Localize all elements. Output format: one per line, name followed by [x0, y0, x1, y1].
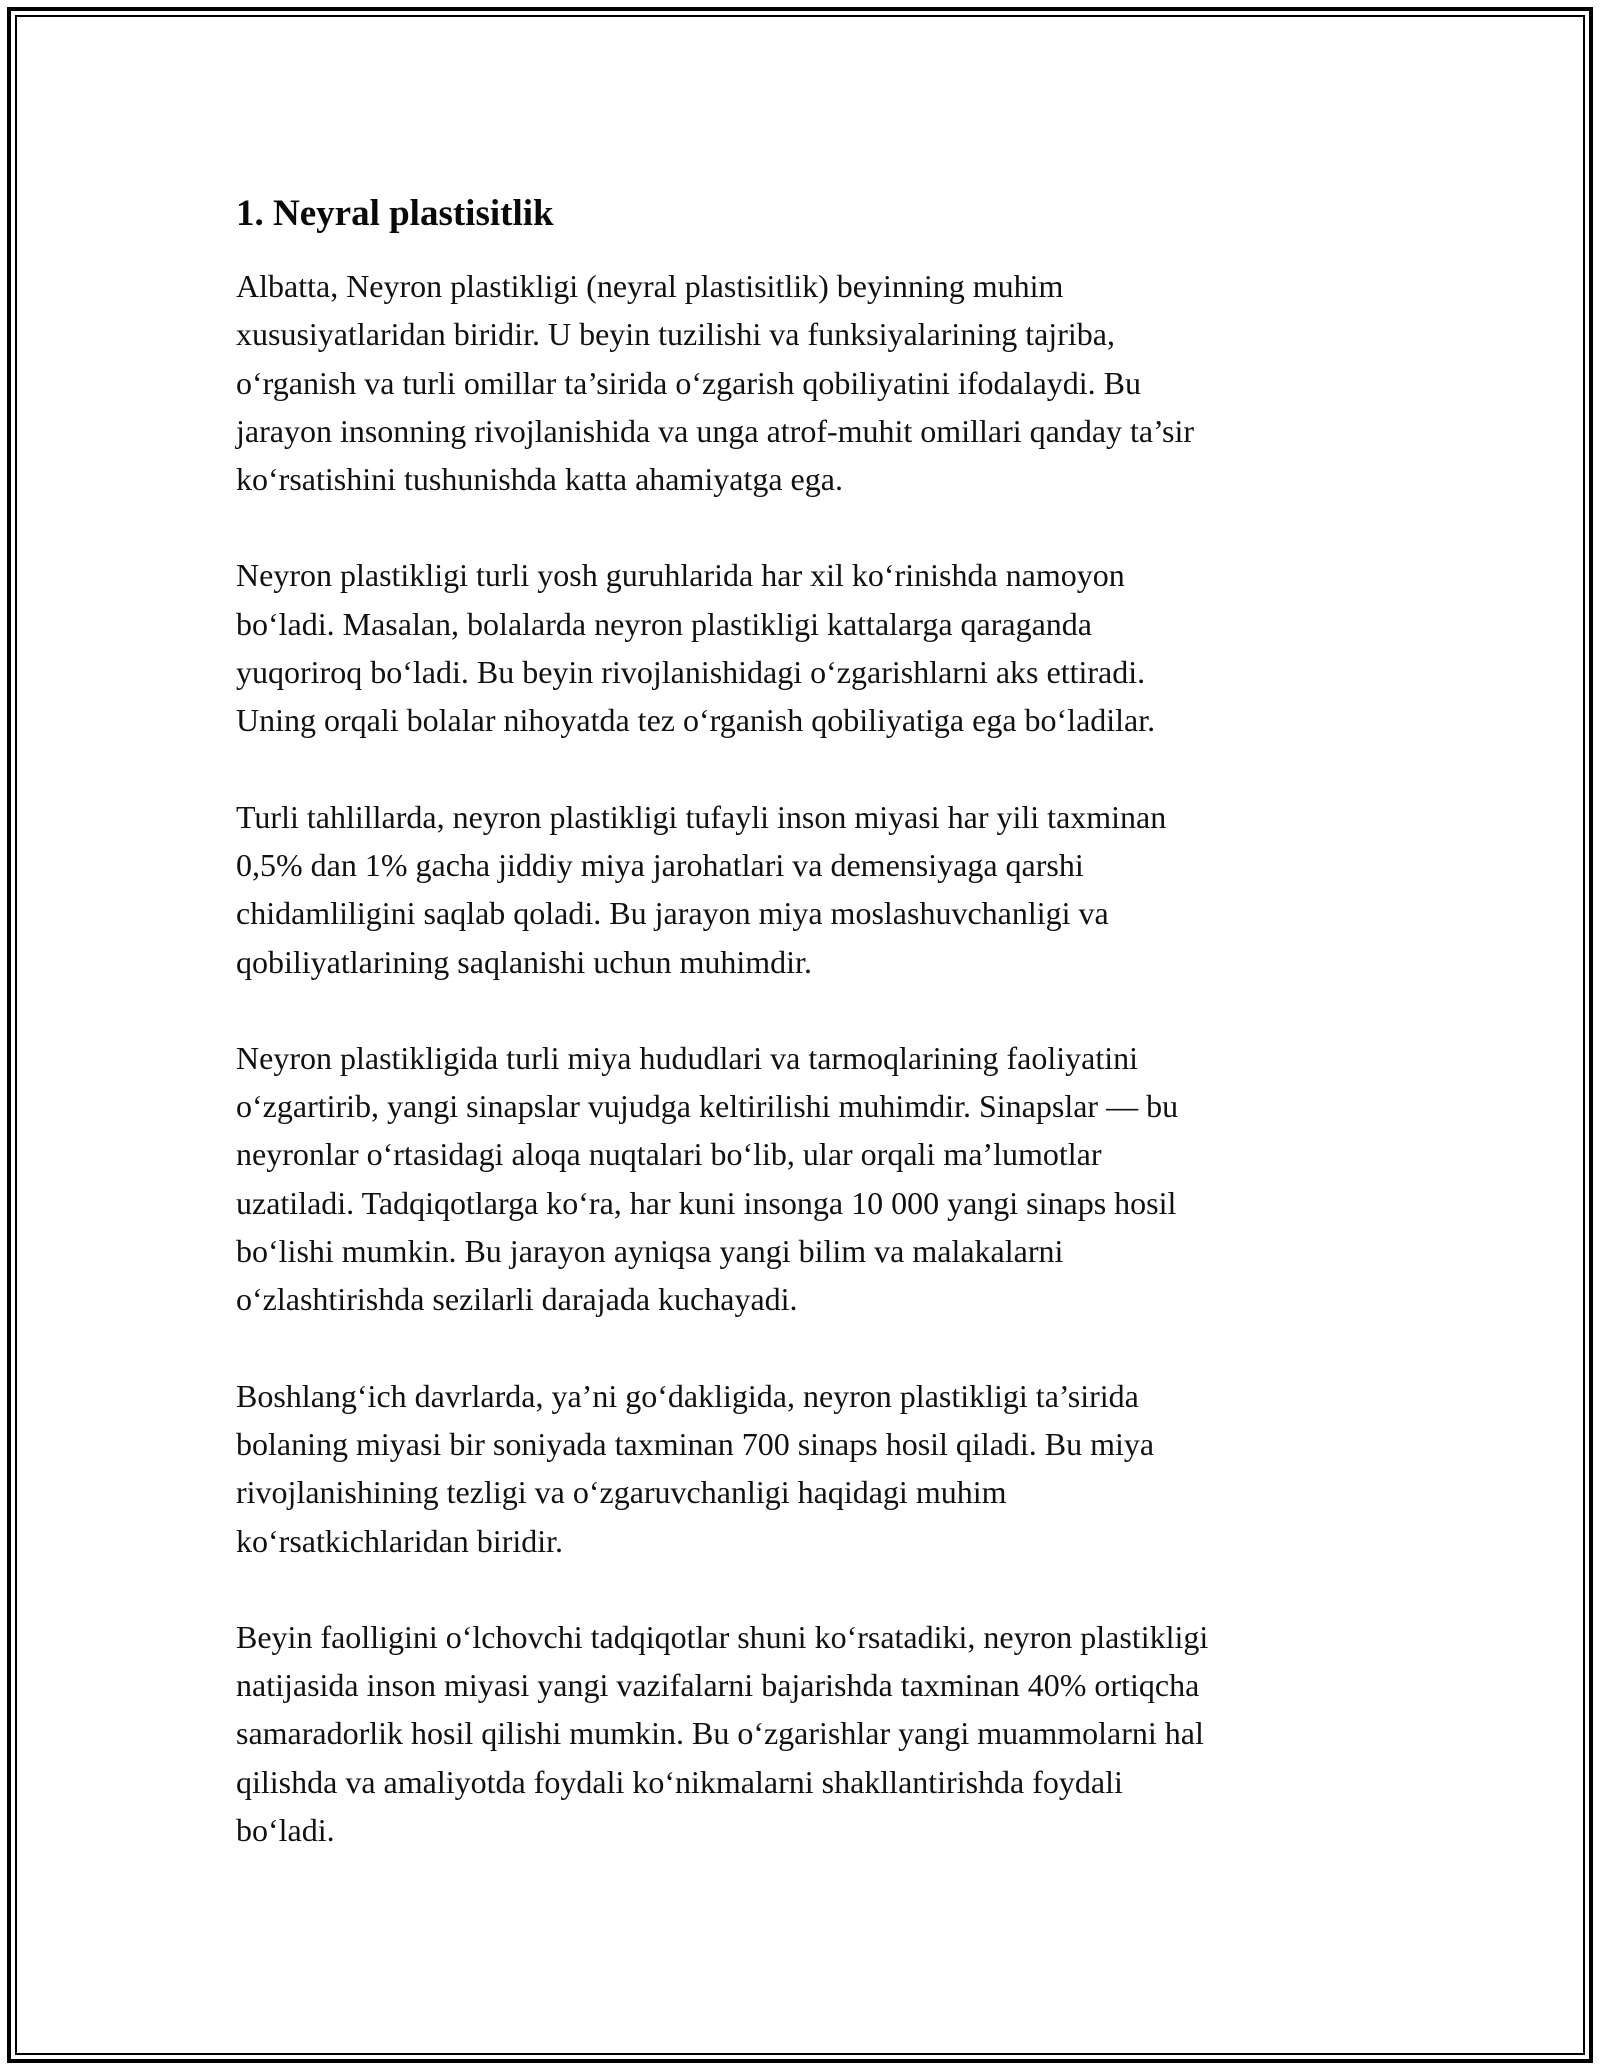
section-heading: 1. Neyral plastisitlik: [236, 193, 554, 234]
paragraph-5: Boshlang‘ich davrlarda, ya’ni go‘dakligida, neyron plastikligi ta’sirida bolaning miyasi bir soniyada taxminan 700 sinaps hosil qiladi. Bu miya rivojlanishining tezligi va o‘zgaruvchanligi haqidagi muhim ko‘rsatkichlaridan biridir.: [236, 1377, 1155, 1559]
document-body: [236, 188, 1386, 1902]
paragraph-2: Neyron plastikligi turli yosh guruhlarida har xil ko‘rinishda namoyon bo‘ladi. Masalan, bolalarda neyron plastikligi kattalarga qaraganda yuqoriroq bo‘ladi. Bu beyin rivojlanishidagi o‘zgarishlarni aks ettiradi. Uning orqali bolalar nihoyatda tez o‘rganish qobiliyatiga ega bo‘ladilar.: [236, 557, 1156, 739]
paragraph-4: Neyron plastikligida turli miya hududlari va tarmoqlarining faoliyatini o‘zgartirib, yangi sinapslar vujudga keltirilishi muhimdir. Sinapslar — bu neyronlar o‘rtasidagi aloqa nuqtalari bo‘lib, ular orqali ma’lumotlar uzatiladi. Tadqiqotlarga ko‘ra, har kuni insonga 10 000 yangi sinaps hosil bo‘lishi mumkin. Bu jarayon ayniqsa yangi bilim va malakalarni o‘zlashtirishda sezilarli darajada kuchayadi.: [236, 1039, 1179, 1318]
paragraph-6: Beyin faolligini o‘lchovchi tadqiqotlar shuni ko‘rsatadiki, neyron plastikligi natijasida inson miyasi yangi vazifalarni bajarishda taxminan 40% ortiqcha samaradorlik hosil qilishi mumkin. Bu o‘zgarishlar yangi muammolarni hal qilishda va amaliyotda foydali ko‘nikmalarni shakllantirishda foydali bo‘ladi.: [236, 1618, 1209, 1849]
paragraph-3: Turli tahlillarda, neyron plastikligi tufayli inson miyasi har yili taxminan 0,5% dan 1% gacha jiddiy miya jarohatlari va demensiyaga qarshi chidamliligini saqlab qoladi. Bu jarayon miya moslashuvchanligi va qobiliyatlarining saqlanishi uchun muhimdir.: [236, 798, 1167, 980]
paragraph-1: Albatta, Neyron plastikligi (neyral plastisitlik) beyinning muhim xususiyatlaridan biridir. U beyin tuzilishi va funksiyalarining tajriba, o‘rganish va turli omillar ta’sirida o‘zgarish qobiliyatini ifodalaydi. Bu jarayon insonning rivojlanishida va unga atrof-muhit omillari qanday ta’sir ko‘rsatishini tushunishda katta ahamiyatga ega.: [236, 268, 1194, 498]
